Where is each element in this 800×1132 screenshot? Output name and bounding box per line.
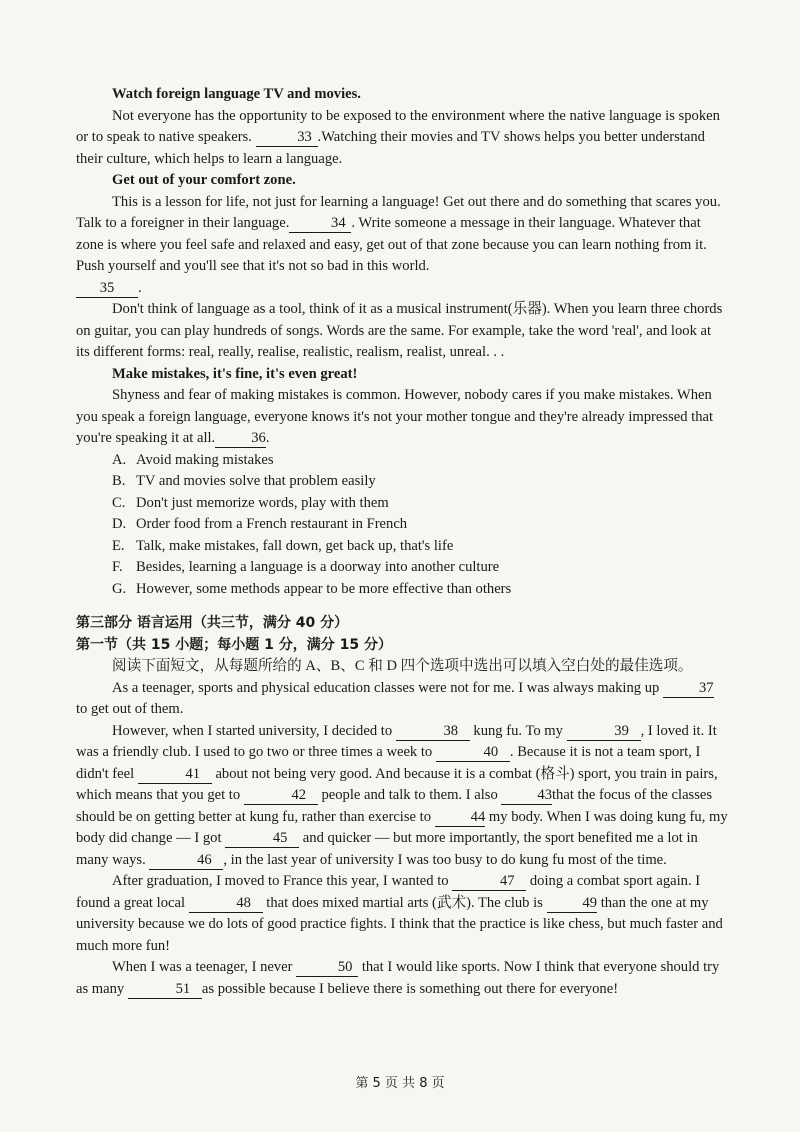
option-text: Besides, learning a language is a doorway into another culture	[136, 559, 500, 575]
text: people and talk to them. I also	[317, 787, 502, 803]
paragraph-comfort-zone	[76, 192, 728, 278]
section1-title: 第一节（共 15 小题；每小题 1 分，满分 15 分）	[76, 637, 392, 653]
option-letter: E.	[112, 537, 125, 554]
option-b	[76, 471, 728, 493]
option-letter: A.	[112, 451, 127, 468]
blank-34: 34	[289, 215, 351, 233]
blank-38: 38	[396, 723, 470, 741]
page-content	[76, 84, 728, 1000]
blank-46: 46	[149, 852, 223, 870]
text: , I loved it. It was a friendly club. I used to go two or three times a week to	[76, 722, 717, 760]
text: that I would like sports. Now I think that everyone should try as many	[76, 959, 720, 997]
heading-make-mistakes: Make mistakes, it's fine, it's even great!	[112, 365, 358, 382]
option-letter: B.	[112, 473, 126, 489]
text: my body. When I was doing kung fu, my body did change — I got	[76, 808, 728, 846]
text: and quicker — but more importantly, the sport benefited me a lot in many ways.	[76, 830, 698, 868]
blank-42: 42	[244, 787, 318, 805]
cloze-paragraph-1	[76, 678, 728, 721]
blank-44: 44	[435, 809, 486, 827]
blank-33: 33	[256, 129, 318, 147]
option-text: Don't just memorize words, play with them	[136, 494, 389, 511]
text: When I was a teenager, I never	[112, 959, 297, 975]
option-letter: F.	[112, 559, 123, 575]
text: as possible because I believe there is something out there for everyone!	[201, 980, 619, 997]
option-text: Order food from a French restaurant in French	[136, 516, 408, 532]
blank-35: 35	[76, 280, 138, 298]
cloze-paragraph-2	[76, 721, 728, 872]
cloze-paragraph-4	[76, 957, 728, 1000]
paragraph-language-tool: Don't think of language as a tool, think of it as a musical instrument(乐器). When you learn three chords on guitar, you can play hundreds of songs. Words are the same. For example, take the word 'real', and look at its different forms: real, really, realise, realistic, realism, realist, unreal. . .	[76, 301, 723, 360]
text: .Watching their movies and TV shows helps you better understand their culture, which helps to learn a language.	[76, 129, 705, 167]
blank-36: 36	[215, 430, 266, 448]
text: Not everyone has the opportunity to be exposed to the environment where the native language is spoken or to speak to native speakers.	[76, 107, 720, 145]
text: to get out of them.	[76, 701, 184, 717]
paragraph-watch-tv	[76, 106, 728, 171]
options-list	[76, 450, 728, 601]
blank-45: 45	[225, 830, 299, 848]
blank-48: 48	[189, 895, 263, 913]
option-e	[76, 536, 728, 558]
text: This is a lesson for life, not just for learning a language! Get out there and do something that scares you. Talk to a foreigner in their language.	[76, 193, 721, 231]
option-d	[76, 514, 728, 536]
part3-title: 第三部分 语言运用（共三节，满分 40 分）	[76, 615, 349, 631]
blank-47: 47	[452, 873, 526, 891]
heading-watch-tv: Watch foreign language TV and movies.	[112, 86, 361, 102]
option-a	[76, 450, 728, 472]
option-f	[76, 557, 728, 579]
blank-43: 43	[501, 787, 552, 805]
blank-35-line: 35 .	[76, 278, 728, 300]
text: . Write someone a message in their language. Whatever that zone is where you feel safe and relaxed and easy, get out of that zone because you can learn nothing from it. Push yourself and you'll see that it's not so bad in this world.	[76, 215, 707, 274]
text: doing a combat sport again. I found a great local	[76, 873, 701, 911]
option-text: However, some methods appear to be more effective than others	[136, 580, 512, 597]
text: about not being very good. And because it is a combat (格斗) sport, you train in pairs, which means that you get to	[76, 765, 718, 803]
blank-39: 39	[567, 723, 641, 741]
section1-instruction: 阅读下面短文，从每题所给的 A、B、C 和 D 四个选项中选出可以填入空白处的最佳选项。	[112, 658, 693, 674]
blank-41: 41	[138, 766, 212, 784]
text: As a teenager, sports and physical education classes were not for me. I was always making up	[112, 679, 660, 696]
text: than the one at my university because we do lots of good practice fights. I think that the practice is like chess, but much faster and much more fun!	[76, 894, 723, 954]
blank-37: 37	[663, 680, 714, 698]
heading-comfort-zone: Get out of your comfort zone.	[112, 172, 296, 188]
option-c	[76, 493, 728, 515]
option-letter: D.	[112, 516, 127, 532]
option-text: Avoid making mistakes	[136, 451, 274, 468]
page-number-footer: 第 5 页 共 8 页	[355, 1076, 445, 1091]
text: After graduation, I moved to France this year, I wanted to	[112, 873, 453, 889]
blank-50: 50	[296, 959, 358, 977]
paragraph-make-mistakes: Shyness and fear of making mistakes is common. However, nobody cares if you make mistakes. When you speak a foreign language, everyone knows it's not your mother tongue and they're already impressed that you're speaking it at all. 36.	[76, 387, 714, 446]
text: kung fu. To my	[469, 722, 567, 739]
text: However, when I started university, I decided to	[112, 722, 396, 739]
option-text: TV and movies solve that problem easily	[136, 473, 376, 489]
option-g	[76, 579, 728, 601]
blank-51: 51	[128, 981, 202, 999]
option-letter: G.	[112, 580, 127, 597]
text: . Because it is not a team sport, I didn't feel	[76, 744, 701, 782]
text: that does mixed martial arts (武术). The club is	[262, 894, 547, 911]
option-letter: C.	[112, 494, 126, 511]
text: that the focus of the classes should be on getting better at kung fu, rather than exercise to	[76, 787, 713, 825]
blank-40: 40	[436, 744, 510, 762]
blank-49: 49	[547, 895, 598, 913]
text: , in the last year of university I was too busy to do kung fu most of the time.	[223, 851, 667, 868]
option-text: Talk, make mistakes, fall down, get back up, that's life	[136, 537, 454, 554]
text: Shyness and fear of making mistakes is common. However, nobody cares if you make mistakes. When you speak a foreign language, everyone knows it's not your mother tongue and they're already impressed that you're speaking it at all.	[76, 387, 714, 446]
cloze-paragraph-3	[76, 871, 728, 957]
